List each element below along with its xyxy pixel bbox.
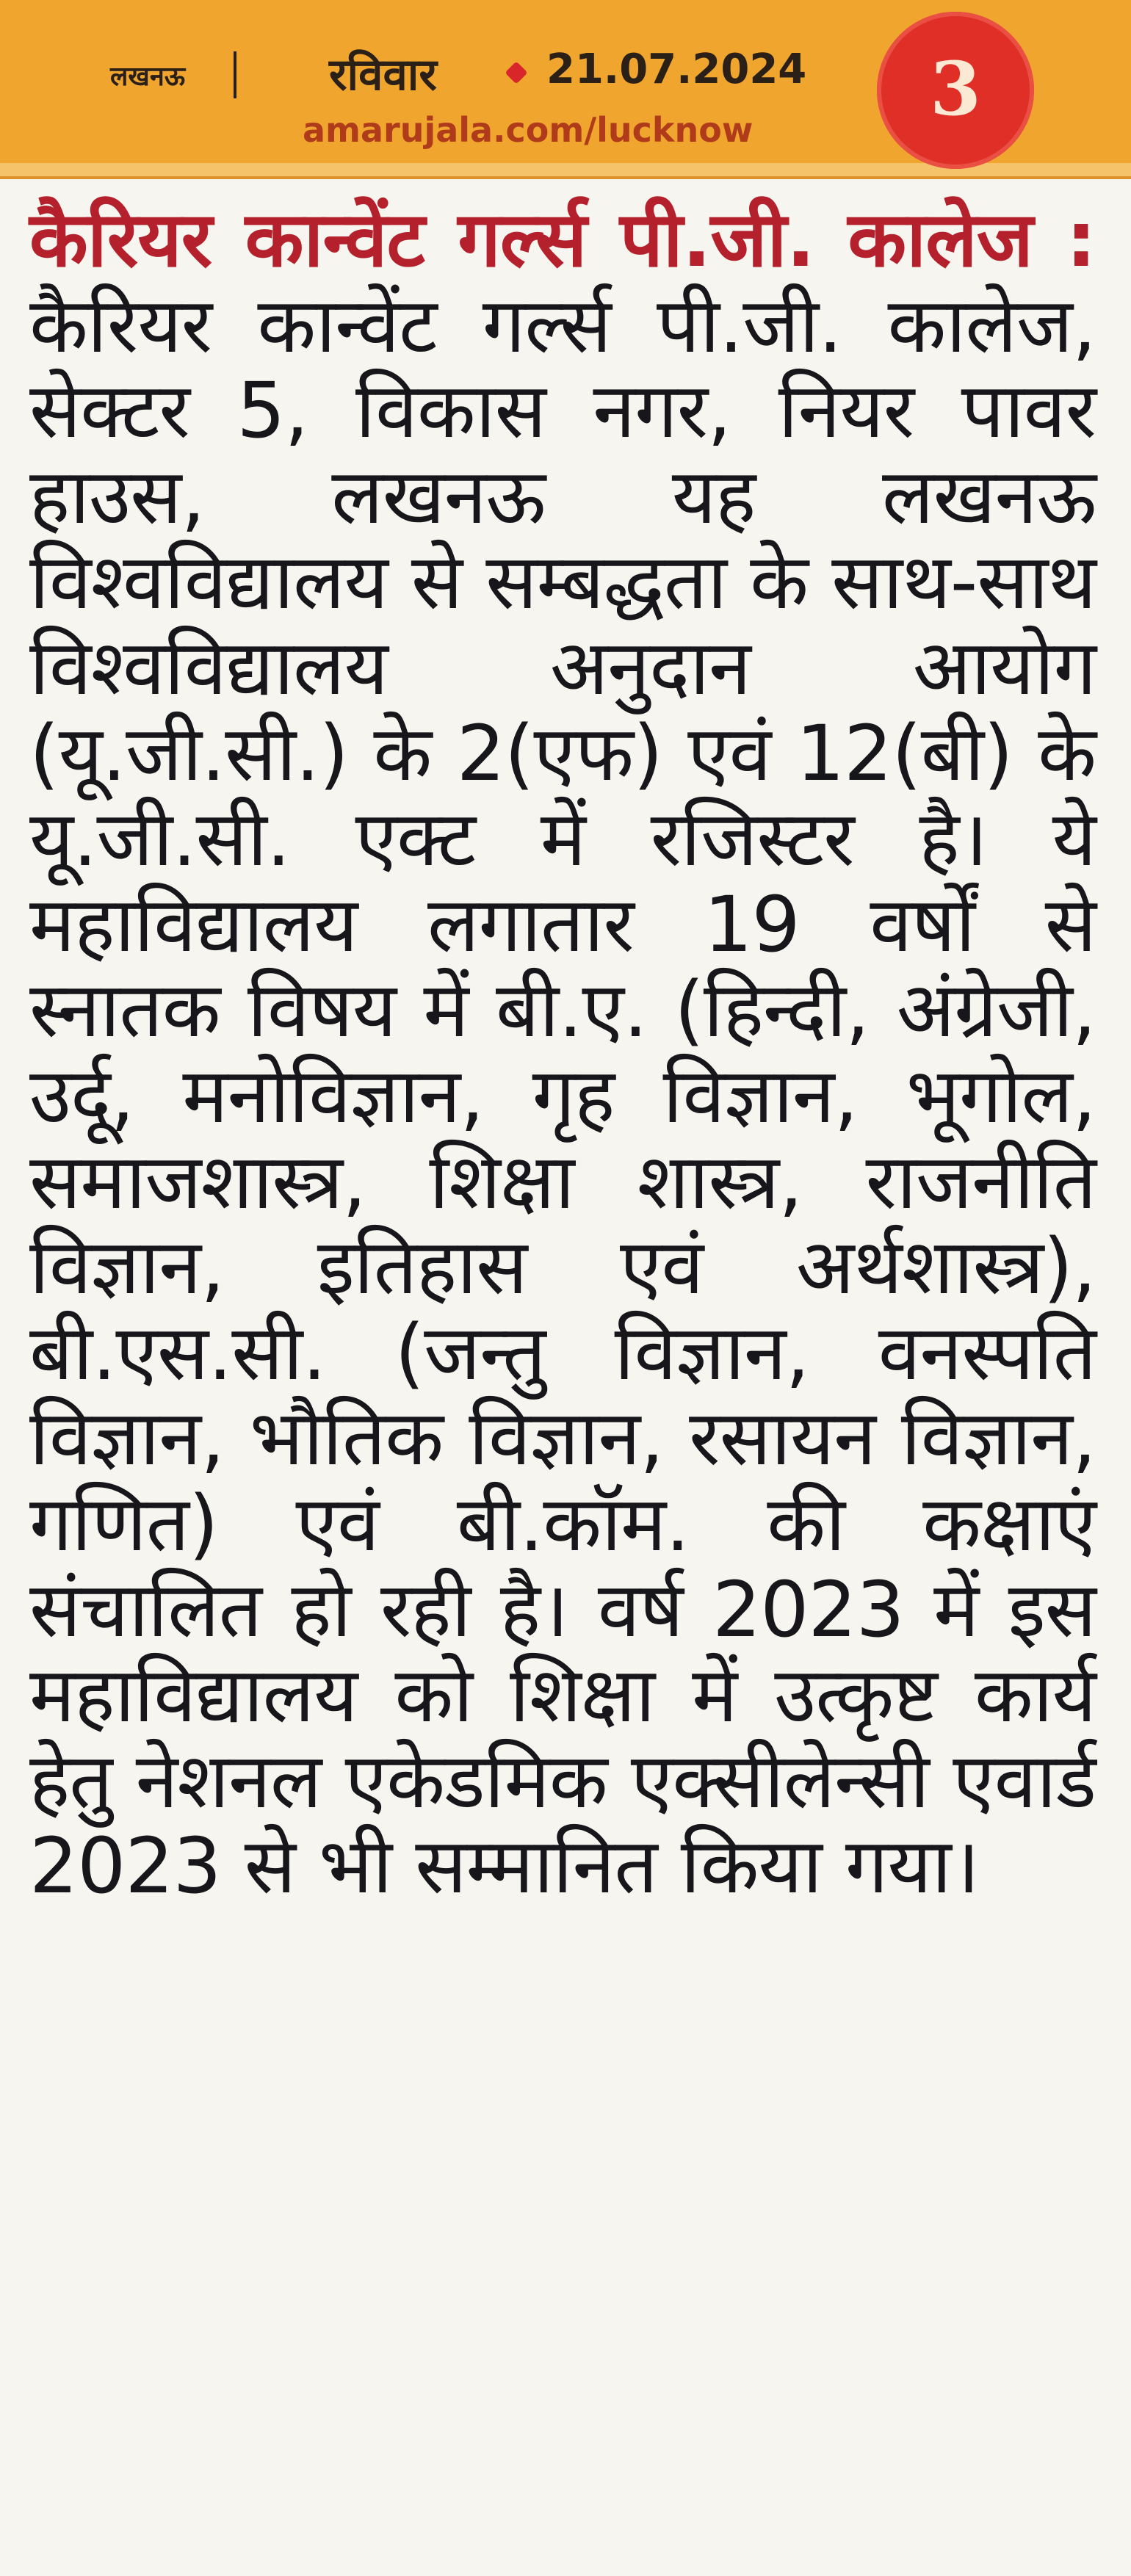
- article-body: [29, 197, 1096, 1909]
- day-label: रविवार: [329, 49, 437, 101]
- date-bullet-icon: [505, 61, 527, 84]
- article-heading: कैरियर कान्वेंट गर्ल्स पी.जी. कालेज :: [29, 195, 1096, 284]
- masthead-divider: [234, 51, 236, 98]
- city-label: लखनऊ: [110, 62, 186, 92]
- article-text: कैरियर कान्वेंट गर्ल्स पी.जी. कालेज, सेक्टर 5, विकास नगर, नियर पावर हाउस, लखनऊ यह लखनऊ विश्वविद्यालय से सम्बद्धता के साथ-साथ विश्वविद्यालय अनुदान आयोग (यू.जी.सी.) के 2(एफ) एवं 12(बी) के यू.जी.सी. एक्ट में रजिस्टर है। ये महाविद्यालय लगातार 19 वर्षों से स्नातक विषय में बी.ए. (हिन्दी, अंग्रेजी, उर्दू, मनोविज्ञान, गृह विज्ञान, भूगोल, समाजशास्त्र, शिक्षा शास्त्र, राजनीति विज्ञान, इतिहास एवं अर्थशास्त्र), बी.एस.सी. (जन्तु विज्ञान, वनस्पति विज्ञान, भौतिक विज्ञान, रसायन विज्ञान, गणित) एवं बी.कॉम. की कक्षाएं संचालित हो रही है। वर्ष 2023 में इस महाविद्यालय को शिक्षा में उत्कृष्ट कार्य हेतु नेशनल एकेडमिक एक्सीलेन्सी एवार्ड 2023 से भी सम्मानित किया गया।: [29, 280, 1096, 1911]
- page-number: 3: [930, 46, 981, 132]
- site-url: amarujala.com/lucknow: [303, 110, 754, 150]
- masthead-band: [0, 0, 1131, 179]
- page-number-badge: [877, 12, 1034, 169]
- date-label: 21.07.2024: [546, 46, 807, 93]
